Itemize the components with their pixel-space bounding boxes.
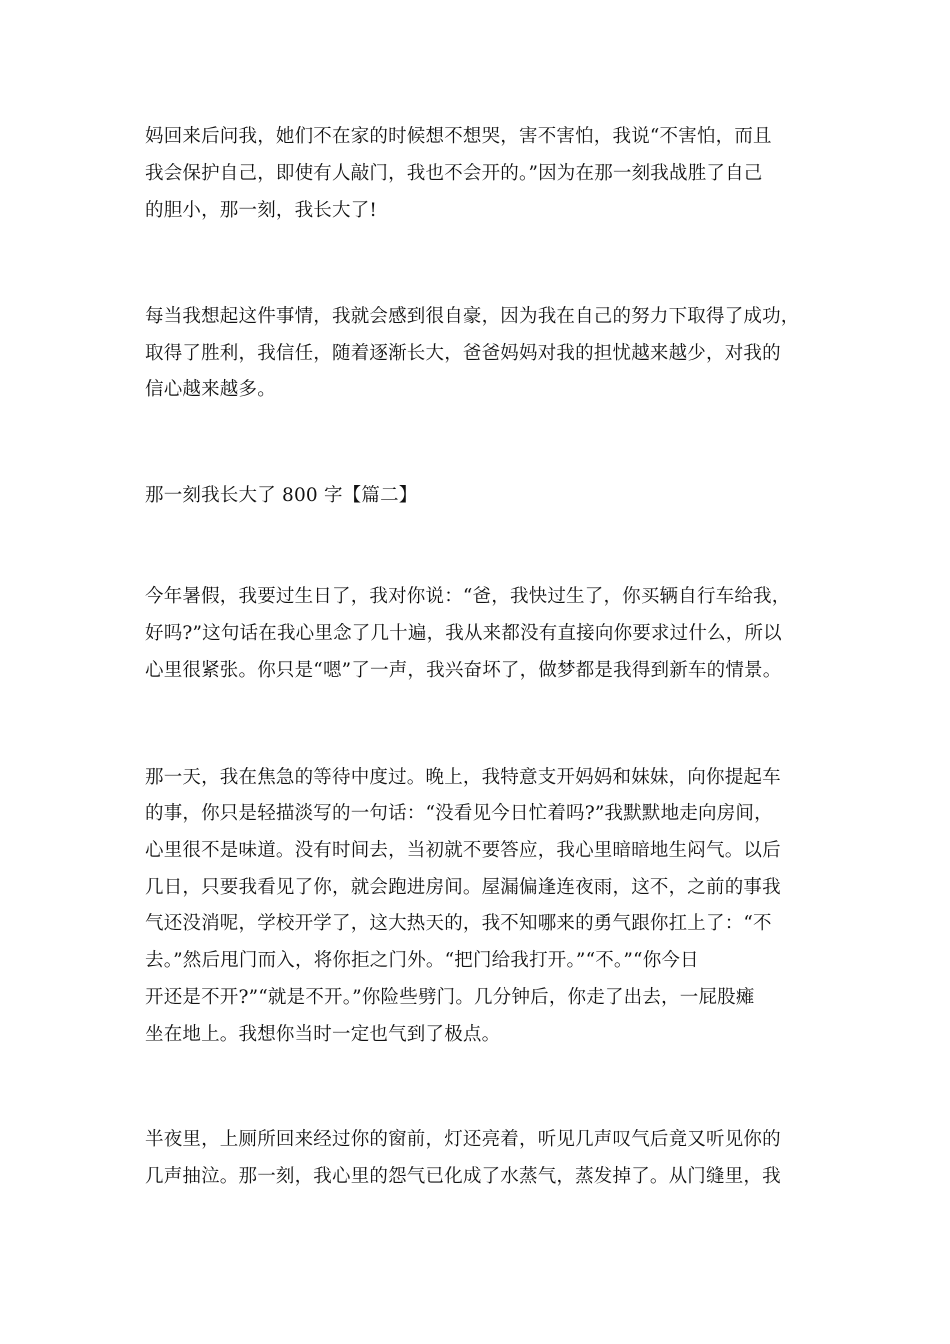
paragraph-3-line-3: 心里很紧张。你只是“嗯”了一声，我兴奋坏了，做梦都是我得到新车的情景。: [145, 660, 782, 681]
paragraph-5-line-2: 几声抽泣。那一刻，我心里的怨气已化成了水蒸气，蒸发掉了。从门缝里，我: [145, 1166, 781, 1187]
section-heading: 那一刻我长大了 800 字【篇二】: [145, 485, 418, 506]
paragraph-4-line-2: 的事，你只是轻描淡写的一句话：“没看见今日忙着吗?”我默默地走向房间，: [145, 803, 773, 824]
paragraph-4-line-1: 那一天，我在焦急的等待中度过。晚上，我特意支开妈妈和妹妹，向你提起车: [145, 767, 781, 788]
paragraph-4-line-5: 气还没消呢，学校开学了，这大热天的，我不知哪来的勇气跟你扛上了：“不: [145, 913, 772, 934]
paragraph-4-line-3: 心里很不是味道。没有时间去，当初就不要答应，我心里暗暗地生闷气。以后: [145, 840, 781, 861]
paragraph-5-line-1: 半夜里，上厕所回来经过你的窗前，灯还亮着，听见几声叹气后竟又听见你的: [145, 1129, 781, 1150]
paragraph-2-line-2: 取得了胜利，我信任，随着逐渐长大，爸爸妈妈对我的担忧越来越少，对我的: [145, 343, 781, 364]
paragraph-2-line-1: 每当我想起这件事情，我就会感到很自豪，因为我在自己的努力下取得了成功，: [145, 306, 800, 327]
paragraph-3-line-2: 好吗?”这句话在我心里念了几十遍，我从来都没有直接向你要求过什么，所以: [145, 623, 782, 644]
paragraph-4-line-7: 开还是不开?”“就是不开。”你险些劈门。几分钟后，你走了出去，一屁股瘫: [145, 987, 755, 1008]
paragraph-1-line-1: 妈回来后问我，她们不在家的时候想不想哭，害不害怕，我说“不害怕，而且: [145, 126, 772, 147]
paragraph-4-line-6: 去。”然后甩门而入，将你拒之门外。“把门给我打开。”“不。”“你今日: [145, 950, 699, 971]
paragraph-2-line-3: 信心越来越多。: [145, 379, 276, 400]
paragraph-1-line-2: 我会保护自己，即使有人敲门，我也不会开的。”因为在那一刻我战胜了自己: [145, 163, 763, 184]
paragraph-4-line-8: 坐在地上。我想你当时一定也气到了极点。: [145, 1024, 501, 1045]
paragraph-1-line-3: 的胆小，那一刻，我长大了!: [145, 200, 378, 221]
paragraph-4-line-4: 几日，只要我看见了你，就会跑进房间。屋漏偏逢连夜雨，这不，之前的事我: [145, 877, 781, 898]
paragraph-3-line-1: 今年暑假，我要过生日了，我对你说：“爸，我快过生了，你买辆自行车给我，: [145, 586, 791, 607]
